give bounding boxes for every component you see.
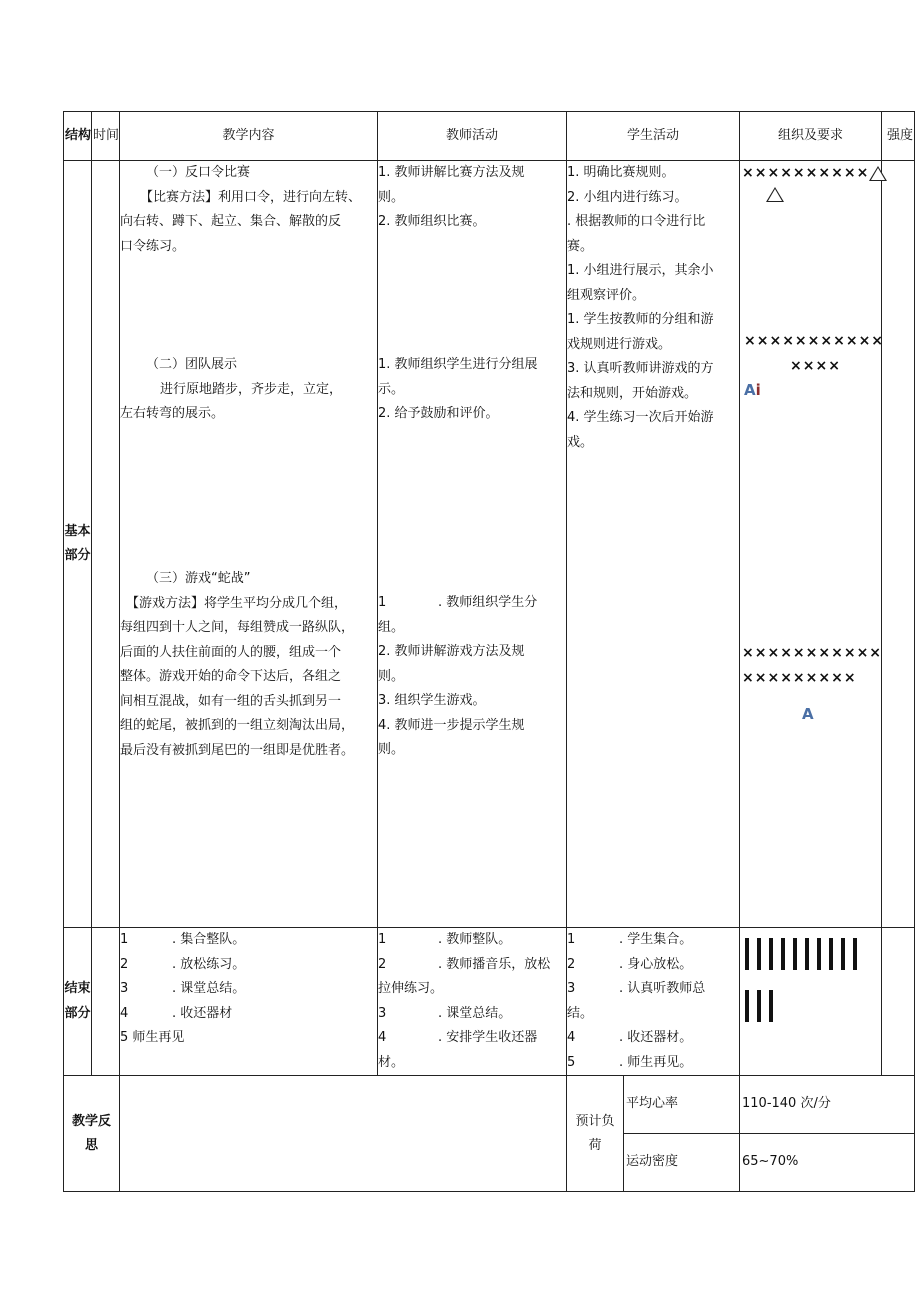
- content-s2-line2: 左右转弯的展示。: [120, 406, 225, 421]
- ending-content-num-3: 3: [120, 981, 129, 996]
- ending-student-cell: [567, 928, 740, 1076]
- content-s3-line6: 组的蛇尾，被抓到的一组立刻淘汰出局，: [120, 718, 355, 733]
- ending-student-3: . 认真听教师总: [619, 981, 706, 996]
- student-l8: 戏规则进行游戏。: [567, 336, 672, 352]
- heart-rate-value: 110-140 次/分: [740, 1076, 915, 1134]
- student-l6: 组观察评价。: [567, 287, 646, 303]
- ending-teacher-num-1: 1: [378, 932, 387, 947]
- ending-content-cell: [120, 928, 378, 1076]
- content-s1-line3: 口令练习。: [120, 238, 186, 254]
- ending-content-num-1: 1: [120, 932, 129, 947]
- basic-content-cell: [120, 161, 378, 928]
- ending-student-num-3: 3: [567, 981, 576, 996]
- formation-row-4: ×××××××××××: [742, 645, 883, 661]
- header-structure: 结构: [64, 112, 92, 161]
- ending-content-num-2: 2: [120, 956, 129, 972]
- formation-row-5: ×××××××××: [742, 669, 857, 686]
- formation-lines-row-2: [745, 990, 881, 1022]
- teacher-a1b: 则。: [378, 189, 405, 205]
- content-s3-line4: 整体。游戏开始的命令下达后，各组之: [120, 669, 342, 684]
- ending-content-5: 5 师生再见: [120, 1030, 185, 1045]
- teacher-c4: 4. 教师进一步提示学生规: [378, 717, 525, 733]
- content-s3-line1: 【游戏方法】将学生平均分成几个组，: [126, 595, 348, 611]
- teacher-b2: 2. 给予鼓励和评价。: [378, 406, 499, 421]
- content-s3-line5: 间相互混战，如有一组的舌头抓到另一: [120, 693, 342, 709]
- student-l11: 4. 学生练习一次后开始游: [567, 410, 714, 425]
- basic-organization-cell: [740, 161, 885, 928]
- header-student: 学生活动: [567, 112, 740, 161]
- formation-row-2: ×××××××××××: [744, 333, 885, 349]
- formation-lines-row-1: [745, 938, 881, 970]
- load-label: 预计负荷: [567, 1076, 624, 1192]
- ending-intensity-cell: [882, 928, 915, 1076]
- student-l3: . 根据教师的口令进行比: [567, 214, 706, 229]
- density-label: 运动密度: [624, 1134, 740, 1192]
- reflection-content: [120, 1076, 567, 1192]
- header-teacher: 教师活动: [378, 112, 567, 161]
- ending-student-num-5: 5: [567, 1054, 576, 1070]
- ending-student-5: . 师生再见。: [619, 1054, 693, 1070]
- ending-section-row: [64, 928, 915, 1076]
- header-content: 教学内容: [120, 112, 378, 161]
- content-s3-line3: 后面的人扶住前面的人的腰，组成一个: [120, 644, 342, 660]
- ending-teacher-cell: [378, 928, 567, 1076]
- ending-teacher-1: . 教师整队。: [438, 932, 512, 947]
- teacher-triangle-icon-2: [766, 187, 784, 202]
- ending-teacher-4b: 材。: [378, 1054, 405, 1070]
- student-l2: 2. 小组内进行练习。: [567, 189, 688, 205]
- content-s1-line2: 向右转、蹲下、起立、集合、解散的反: [120, 214, 342, 229]
- heart-rate-label: 平均心率: [624, 1076, 740, 1134]
- ending-organization-cell: [740, 928, 882, 1076]
- ending-teacher-num-2: 2: [378, 956, 387, 972]
- student-l7: 1. 学生按教师的分组和游: [567, 312, 714, 327]
- ending-student-num-1: 1: [567, 932, 576, 947]
- content-s1-line1: 【比赛方法】利用口令，进行向左转、: [140, 189, 362, 205]
- student-l1: 1. 明确比赛规则。: [567, 165, 675, 180]
- basic-section-row: [64, 161, 915, 928]
- teacher-a1: 1. 教师讲解比赛方法及规: [378, 165, 525, 180]
- formation-row-3: ××××: [790, 357, 841, 374]
- basic-teacher-cell: [378, 161, 567, 928]
- student-l4: 赛。: [567, 238, 594, 254]
- teacher-a2: 2. 教师组织比赛。: [378, 214, 486, 229]
- teacher-i-marker: i: [755, 381, 761, 399]
- ending-student-num-2: 2: [567, 956, 576, 972]
- teacher-a-marker: A: [744, 381, 756, 399]
- header-row: [64, 112, 915, 161]
- ending-student-num-4: 4: [567, 1030, 576, 1045]
- student-l12: 戏。: [567, 434, 594, 450]
- teacher-c2: 2. 教师讲解游戏方法及规: [378, 644, 525, 659]
- ending-content-2: . 放松练习。: [172, 956, 246, 972]
- teacher-a-marker-2: A: [802, 705, 814, 723]
- content-s2-line1: 进行原地踏步，齐步走，立定，: [160, 381, 343, 397]
- ending-content-3: . 课堂总结。: [172, 981, 246, 996]
- header-time: 时间: [92, 112, 120, 161]
- basic-student-cell: [567, 161, 740, 928]
- header-intensity: 强度: [882, 112, 915, 161]
- teacher-c2b: 则。: [378, 668, 405, 684]
- basic-section-label: 基本部分: [64, 161, 92, 928]
- lesson-plan-table: [63, 111, 915, 1192]
- teacher-c1: . 教师组织学生分: [438, 595, 538, 610]
- reflection-label: 教学反思: [64, 1076, 120, 1192]
- formation-row-1: ××××××××××: [742, 165, 870, 181]
- ending-content-4: . 收还器材: [172, 1005, 233, 1021]
- content-s2-title: （二）团队展示: [146, 357, 238, 372]
- ending-time-cell: [92, 928, 120, 1076]
- teacher-b1b: 示。: [378, 381, 405, 397]
- ending-section-label: 结束部分: [64, 928, 92, 1076]
- teacher-triangle-icon: [869, 166, 887, 181]
- ending-content-num-4: 4: [120, 1005, 129, 1021]
- student-l5: 1. 小组进行展示，其余小: [567, 263, 714, 278]
- student-l9: 3. 认真听教师讲游戏的方: [567, 361, 714, 376]
- ending-student-4: . 收还器材。: [619, 1030, 693, 1045]
- ending-teacher-3: . 课堂总结。: [438, 1005, 512, 1021]
- basic-intensity-cell: [882, 161, 915, 928]
- ending-teacher-num-3: 3: [378, 1005, 387, 1021]
- ending-student-1: . 学生集合。: [619, 932, 693, 947]
- ending-content-1: . 集合整队。: [172, 932, 246, 947]
- ending-teacher-2: . 教师播音乐，放松: [438, 956, 551, 972]
- teacher-b1: 1. 教师组织学生进行分组展: [378, 357, 538, 372]
- content-s1-title: （一）反口令比赛: [146, 165, 251, 180]
- teacher-c1b: 组。: [378, 619, 405, 635]
- content-s3-line7: 最后没有被抓到尾巴的一组即是优胜者。: [120, 742, 355, 758]
- teacher-c3: 3. 组织学生游戏。: [378, 693, 486, 708]
- teacher-c4b: 则。: [378, 742, 405, 757]
- ending-teacher-num-4: 4: [378, 1030, 387, 1045]
- ending-student-3b: 结。: [567, 1005, 594, 1021]
- basic-time-cell: [92, 161, 120, 928]
- header-organization: 组织及要求: [740, 112, 882, 161]
- ending-teacher-4: . 安排学生收还器: [438, 1030, 538, 1045]
- student-l10: 法和规则，开始游戏。: [567, 385, 698, 401]
- density-value: 65~70%: [740, 1134, 915, 1192]
- content-s3-title: （三）游戏“蛇战”: [146, 571, 251, 586]
- teacher-c1-num: 1: [378, 595, 387, 610]
- content-s3-line2: 每组四到十人之间，每组赞成一路纵队，: [120, 620, 355, 635]
- ending-student-2: . 身心放松。: [619, 956, 693, 972]
- ending-teacher-2b: 拉伸练习。: [378, 981, 444, 996]
- footer-row-1: [64, 1076, 915, 1134]
